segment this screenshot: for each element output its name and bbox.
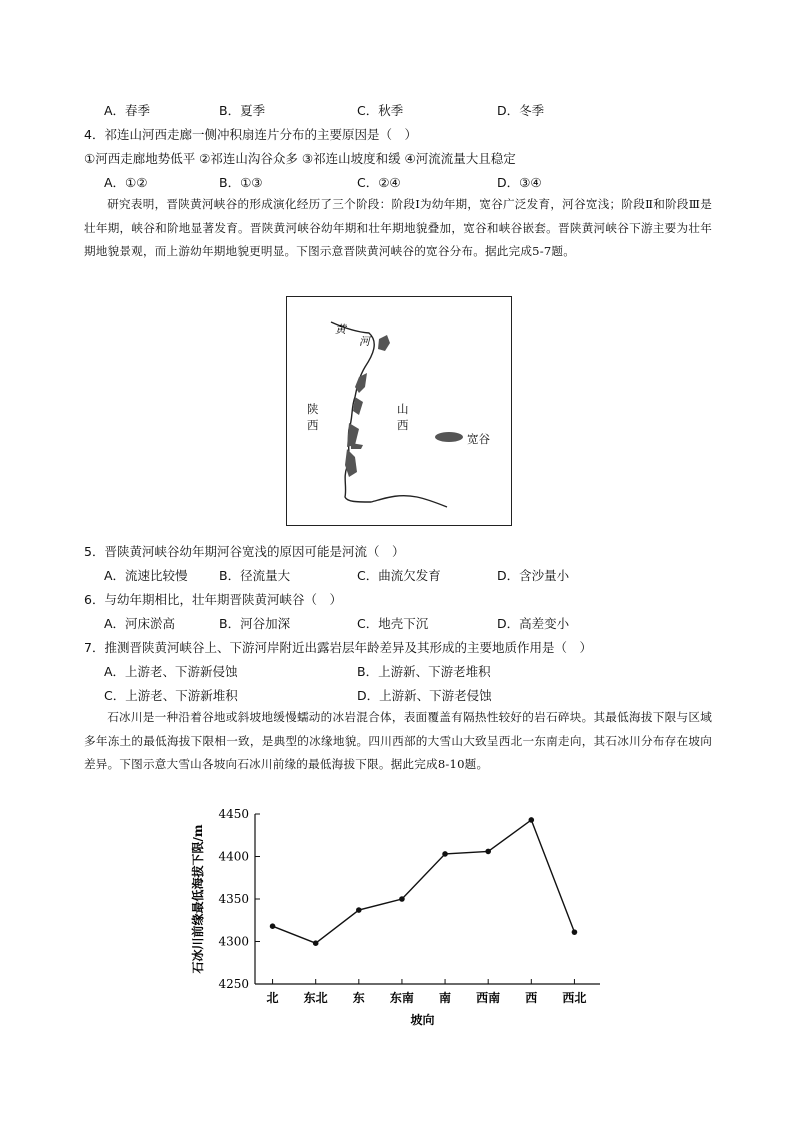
q3-option-c: C．秋季	[357, 103, 404, 118]
series-line	[273, 820, 575, 943]
region-label-shaanxi: 陕西	[307, 402, 319, 432]
q3-option-a: A．春季	[104, 103, 151, 118]
x-tick-label: 东	[352, 991, 365, 1005]
canyon-map	[286, 296, 512, 526]
passage-rock-glacier: 石冰川是一种沿着谷地或斜坡地缓慢蠕动的冰岩混合体，表面覆盖有隔热性较好的岩石碎块。其最低海拔下限与区域多年冻土的最低海拔下限相一致，是典型的冰缘地貌。四川西部的大雪山大致呈西北一东南走向，其石冰川分布存在坡向差异。下图示意大雪山各坡向石冰川前缘的最低海拔下限。据此完成8-10题。	[84, 710, 712, 771]
y-tick-label: 4250	[218, 977, 249, 991]
data-point	[356, 907, 362, 913]
q5-option-a: A．流速比较慢	[104, 568, 188, 583]
q6-option-c: C．地壳下沉	[357, 616, 429, 631]
q6-option-b: B．河谷加深	[219, 616, 291, 631]
yellow-river-line	[331, 322, 447, 507]
data-point	[485, 849, 491, 855]
x-tick-label: 西北	[562, 991, 587, 1005]
q7-option-b: B．上游新、下游老堆积	[357, 664, 491, 679]
q4-option-c: C．②④	[357, 175, 401, 190]
q3-option-b: B．夏季	[219, 103, 266, 118]
wide-valley-patch-1	[378, 335, 390, 351]
data-point	[572, 929, 578, 935]
x-tick-label: 西	[525, 991, 538, 1005]
q6-option-a: A．河床淤高	[104, 616, 176, 631]
data-point	[442, 851, 448, 857]
q3-option-d: D．冬季	[497, 103, 545, 118]
x-tick-label: 北	[266, 991, 279, 1005]
x-tick-label: 南	[439, 991, 452, 1005]
q5-stem: 5．晋陕黄河峡谷幼年期河谷宽浅的原因可能是河流（ ）	[84, 544, 405, 559]
region-label-shanxi: 山西	[397, 402, 409, 432]
q6-option-d: D．高差变小	[497, 616, 570, 631]
y-tick-label: 4350	[218, 892, 249, 906]
y-tick-label: 4300	[218, 934, 249, 949]
wide-valley-patch-6	[351, 443, 363, 449]
river-label-he: 河	[359, 335, 370, 348]
rock-glacier-chart	[180, 800, 620, 1030]
q4-stem: 4．祁连山河西走廊一侧冲积扇连片分布的主要原因是（ ）	[84, 127, 417, 142]
data-point	[313, 940, 319, 946]
wide-valley-patch-5	[345, 449, 357, 477]
legend-wide-valley-label: 宽谷	[467, 432, 490, 446]
y-tick-label: 4450	[218, 807, 249, 821]
legend-wide-valley-swatch	[435, 432, 463, 442]
q7-option-a: A．上游老、下游新侵蚀	[104, 664, 238, 679]
q6-stem: 6．与幼年期相比，壮年期晋陕黄河峡谷（ ）	[84, 592, 342, 607]
q5-option-d: D．含沙量小	[497, 568, 570, 583]
q7-stem: 7．推测晋陕黄河峡谷上、下游河岸附近出露岩层年龄差异及其形成的主要地质作用是（ ）	[84, 640, 592, 655]
q4-statements: ①河西走廊地势低平 ②祁连山沟谷众多 ③祁连山坡度和缓 ④河流流量大且稳定	[84, 151, 516, 166]
x-tick-label: 东北	[303, 991, 328, 1005]
x-tick-label: 东南	[389, 991, 414, 1005]
x-axis-label: 坡向	[410, 1013, 435, 1027]
passage-yellow-river: 研究表明，晋陕黄河峡谷的形成演化经历了三个阶段：阶段Ⅰ为幼年期，宽谷广泛发育，河谷宽浅；阶段Ⅱ和阶段Ⅲ是壮年期，峡谷和阶地显著发育。晋陕黄河峡谷幼年期和壮年期地貌叠加，宽谷和峡谷嵌套。晋陕黄河峡谷下游主要为壮年期地貌景观，而上游幼年期地貌更明显。下图示意晋陕黄河峡谷的宽谷分布。据此完成5-7题。	[84, 197, 712, 258]
y-tick-label: 4400	[218, 849, 249, 864]
q7-option-d: D．上游新、下游老侵蚀	[357, 688, 492, 703]
x-tick-label: 西南	[476, 991, 501, 1005]
data-point	[399, 896, 405, 902]
q4-option-d: D．③④	[497, 175, 542, 190]
river-label-huang: 黄	[335, 323, 346, 336]
q7-option-c: C．上游老、下游新堆积	[104, 688, 238, 703]
data-point	[529, 817, 535, 823]
data-point	[270, 923, 276, 929]
q5-option-c: C．曲流欠发育	[357, 568, 441, 583]
y-axis-label: 石冰川前缘最低海拔下限/m	[191, 824, 205, 974]
q4-option-b: B．①③	[219, 175, 263, 190]
q4-option-a: A．①②	[104, 175, 148, 190]
q5-option-b: B．径流量大	[219, 568, 291, 583]
